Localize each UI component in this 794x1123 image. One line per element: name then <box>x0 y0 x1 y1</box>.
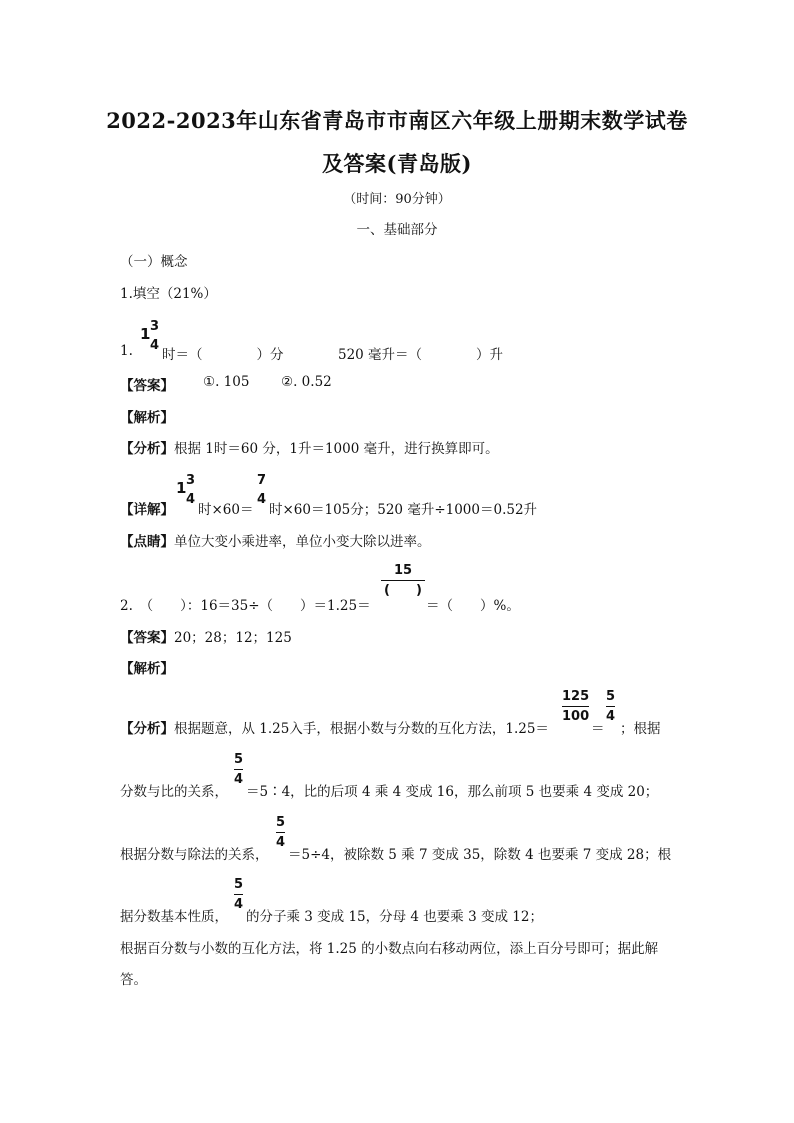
answer-2: ②. 0.52 <box>281 374 332 390</box>
denominator: 4 <box>257 492 267 507</box>
denominator: 4 <box>150 338 160 353</box>
answer-label <box>120 374 174 394</box>
xiangjie-label: 【详解】 <box>120 502 174 518</box>
denominator: 4 <box>234 772 244 787</box>
section-heading: 一、基础部分 <box>356 222 438 238</box>
numerator: 3 <box>186 473 196 488</box>
dianjing <box>120 530 431 550</box>
xiangjie-tail: 时×60＝105分；520 毫升÷1000＝0.52升 <box>269 502 538 518</box>
q2-answer <box>120 626 292 646</box>
numerator: 3 <box>150 319 160 334</box>
fraction <box>606 690 615 723</box>
mixed-whole: 1 <box>176 479 187 497</box>
q2-fenxi-line-1 <box>120 717 549 737</box>
xiangjie-fraction-7-4 <box>257 474 266 506</box>
denominator: 4 <box>234 897 244 912</box>
denominator: 4 <box>606 709 616 724</box>
q2-line-6: 答。 <box>120 972 147 988</box>
question-1-text: 时＝（ ）分 <box>162 347 284 363</box>
q2-analysis-label: 【解析】 <box>120 661 174 677</box>
fraction-bar <box>562 706 589 707</box>
question-2-fraction <box>381 564 425 597</box>
denominator: 4 <box>186 492 196 507</box>
answer-text: 20；28；12；125 <box>174 630 292 646</box>
fenxi-text: 根据题意，从 1.25入手，根据小数与分数的互化方法，1.25＝ <box>174 721 549 737</box>
q2-line-2-tail: ＝5∶4，比的后项 4 乘 4 变成 16，那么前项 5 也要乘 4 变成 20； <box>246 784 659 800</box>
q2-line-4-head: 据分数基本性质， <box>120 909 228 925</box>
answer-label-text: 【答案】 <box>120 378 174 394</box>
q2-line-2-head: 分数与比的关系， <box>120 784 228 800</box>
page-title-line-1: 2022-2023年山东省青岛市市南区六年级上册期末数学试卷 <box>106 108 688 133</box>
q2-line-3-head: 根据分数与除法的关系， <box>120 847 269 863</box>
fraction <box>381 564 425 597</box>
fraction-bar <box>234 894 243 895</box>
fraction <box>234 753 243 786</box>
time-note: （时间：90分钟） <box>343 192 451 207</box>
fraction <box>562 690 589 723</box>
fraction <box>257 474 266 506</box>
fraction-125-100 <box>562 690 589 723</box>
answer-label-text: 【答案】 <box>120 630 174 646</box>
numerator: 7 <box>257 473 267 488</box>
dianjing-text: 单位大变小乘进率，单位小变大除以进率。 <box>174 534 431 550</box>
fraction-bar <box>234 769 243 770</box>
numerator: 5 <box>234 877 244 892</box>
answer-1: ①. 105 <box>203 374 250 390</box>
analysis-label: 【解析】 <box>120 410 174 426</box>
subsection-heading: （一）概念 <box>120 254 188 270</box>
page-title-line-2: 及答案(青岛版) <box>322 151 472 176</box>
fraction-5-4 <box>234 878 243 911</box>
denominator: ( ) <box>384 583 422 598</box>
numerator: 5 <box>234 752 244 767</box>
fenxi-label: 【分析】 <box>120 721 174 737</box>
q2-line-3-tail: ＝5÷4，被除数 5 乘 7 变成 35，除数 4 也要乘 7 变成 28；根 <box>288 847 672 863</box>
fraction <box>150 320 159 352</box>
numerator: 15 <box>393 563 413 578</box>
fraction-bar <box>381 580 425 581</box>
fraction-bar <box>276 832 285 833</box>
mixed-whole: 1 <box>140 325 151 343</box>
question-1-number: 1. <box>120 343 133 359</box>
numerator: 5 <box>606 689 616 704</box>
denominator: 100 <box>562 709 590 724</box>
fenxi-label: 【分析】 <box>120 441 174 457</box>
fraction-5-4 <box>606 690 615 723</box>
fraction <box>276 816 285 849</box>
equals-sign: ＝ <box>591 721 605 737</box>
denominator: 4 <box>276 835 286 850</box>
q2-line-5: 根据百分数与小数的互化方法，将 1.25 的小数点向右移动两位，添上百分号即可；据此解 <box>120 941 659 957</box>
analysis-fenxi <box>120 437 499 457</box>
question-1-heading: 1.填空（21%） <box>120 286 217 302</box>
question-1-text-b: 520 毫升＝（ ）升 <box>338 347 504 363</box>
q2-fenxi-line-1-tail: ；根据 <box>620 721 661 737</box>
fenxi-text: 根据 1时＝60 分，1升＝1000 毫升，进行换算即可。 <box>174 441 499 457</box>
q2-line-4-tail: 的分子乘 3 变成 15，分母 4 也要乘 3 变成 12； <box>246 909 543 925</box>
numerator: 125 <box>562 689 590 704</box>
dianjing-label: 【点睛】 <box>120 534 174 550</box>
fraction <box>186 474 195 506</box>
question-2-text-b: ＝（ ）%。 <box>426 598 520 614</box>
xiangjie-mid: 时×60＝ <box>198 502 254 518</box>
fraction-5-4 <box>276 816 285 849</box>
numerator: 5 <box>276 815 286 830</box>
fraction-bar <box>606 706 615 707</box>
question-2-text-a: 2. （ ）：16＝35÷（ ）＝1.25＝ <box>120 598 371 614</box>
fraction <box>234 878 243 911</box>
fraction-5-4 <box>234 753 243 786</box>
